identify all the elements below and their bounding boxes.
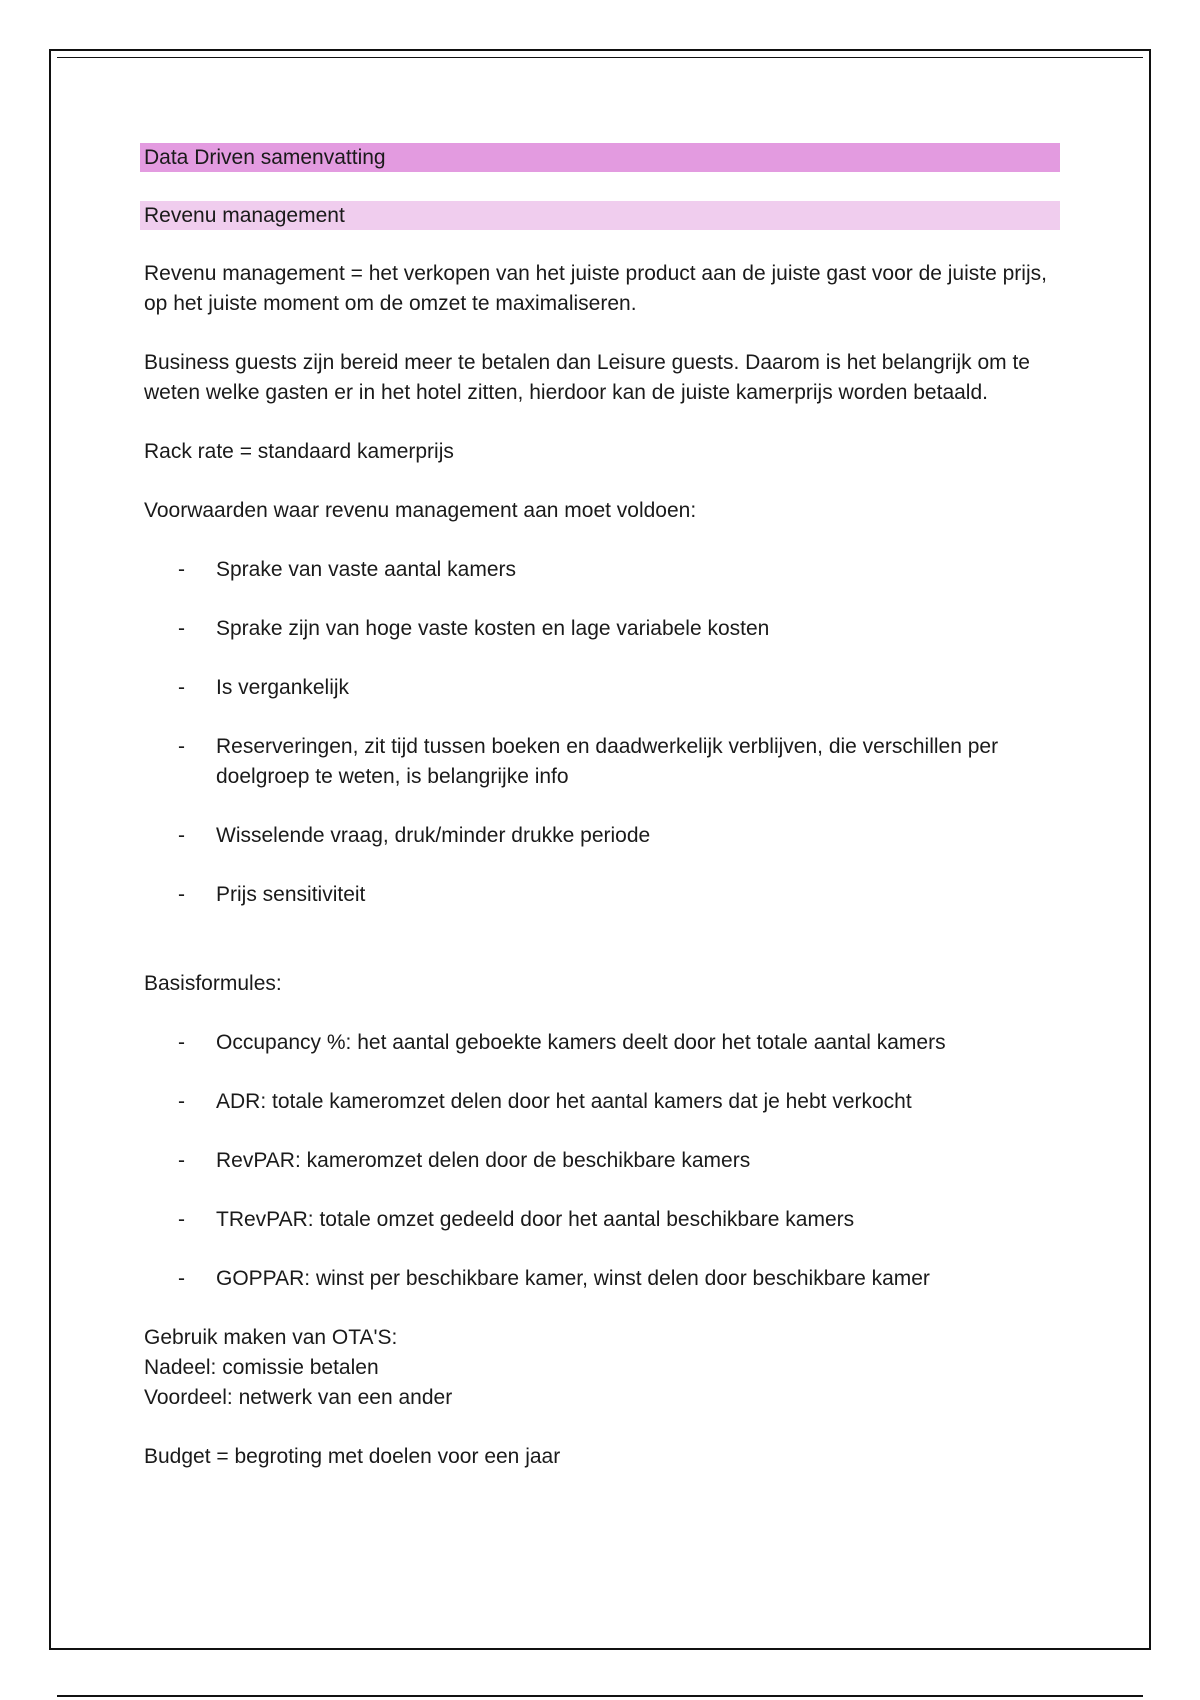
paragraph-budget: Budget = begroting met doelen voor een jaar [144,1445,561,1468]
paragraph-guests: Business guests zijn bereid meer te betalen dan Leisure guests. Daarom is het belangrijk om te weten welke gasten er in het hotel zitten, hierdoor kan de juiste kamerprijs worden betaald. [144,351,1030,404]
bottom-rule [57,1695,1143,1697]
list-item [140,880,1060,910]
list-item [140,1146,1060,1176]
list-item [140,673,1060,703]
list-item [140,1205,1060,1235]
list-item [140,1087,1060,1117]
paragraph-formulas-intro: Basisformules: [144,972,282,995]
bullet-dash: - [178,1208,185,1231]
paragraph-conditions-intro: Voorwaarden waar revenu management aan moet voldoen: [144,499,697,522]
ota-line-advantage: Voordeel: netwerk van een ander [144,1386,453,1409]
list-item-text: ADR: totale kameromzet delen door het aantal kamers dat je hebt verkocht [216,1090,912,1113]
list-item [140,555,1060,585]
bullet-dash: - [178,1267,185,1290]
list-item-text: TRevPAR: totale omzet gedeeld door het aantal beschikbare kamers [216,1208,855,1231]
conditions-list [140,555,1060,910]
list-item [140,821,1060,851]
page-frame-top-rule [57,57,1143,58]
ota-line-disadvantage: Nadeel: comissie betalen [144,1356,379,1379]
heading-sub: Revenu management [140,201,1060,230]
paragraph-ota [140,1323,1060,1413]
list-item [140,1264,1060,1294]
list-item [140,614,1060,644]
paragraph-rack-rate: Rack rate = standaard kamerprijs [144,440,454,463]
list-item-text: GOPPAR: winst per beschikbare kamer, winst delen door beschikbare kamer [216,1267,930,1290]
formulas-list [140,1028,1060,1294]
list-item [140,732,1060,792]
bullet-dash: - [178,824,185,847]
list-item-text: Sprake zijn van hoge vaste kosten en lage variabele kosten [216,617,770,640]
bullet-dash: - [178,1149,185,1172]
bullet-dash: - [178,735,185,758]
list-item-text: Is vergankelijk [216,676,350,699]
list-item [140,1028,1060,1058]
list-item-text: RevPAR: kameromzet delen door de beschikbare kamers [216,1149,751,1172]
list-item-text: Prijs sensitiviteit [216,883,366,906]
document-content [140,143,1060,1472]
list-item-text: Occupancy %: het aantal geboekte kamers deelt door het totale aantal kamers [216,1031,946,1054]
list-item-text: Sprake van vaste aantal kamers [216,558,516,581]
bullet-dash: - [178,617,185,640]
list-item-text: Reserveringen, zit tijd tussen boeken en daadwerkelijk verblijven, die verschillen per doelgroep te weten, is belangrijke info [216,735,999,788]
paragraph-definition: Revenu management = het verkopen van het juiste product aan de juiste gast voor de juiste prijs, op het juiste moment om de omzet te maximaliseren. [144,262,1047,315]
bullet-dash: - [178,883,185,906]
bullet-dash: - [178,558,185,581]
bullet-dash: - [178,1090,185,1113]
heading-main: Data Driven samenvatting [140,143,1060,172]
bullet-dash: - [178,676,185,699]
bullet-dash: - [178,1031,185,1054]
ota-line-usage: Gebruik maken van OTA'S: [144,1326,398,1349]
list-item-text: Wisselende vraag, druk/minder drukke periode [216,824,651,847]
